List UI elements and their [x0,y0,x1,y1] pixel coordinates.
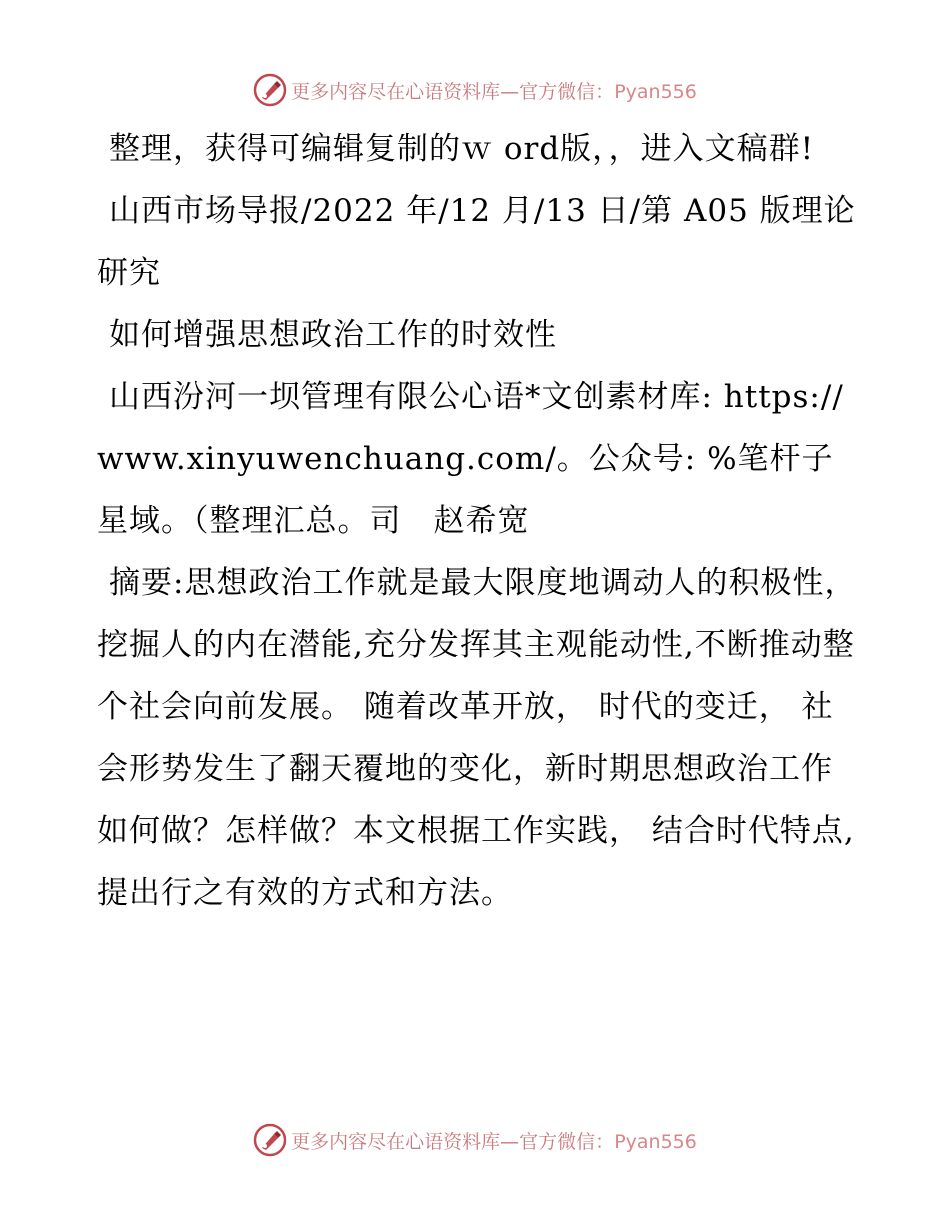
banner-wechat-id: Pyan556 [614,1130,697,1153]
pen-nib-logo-icon [253,1123,287,1157]
banner-separator: — [500,80,520,103]
paragraph-intro: 整理，获得可编辑复制的ｗ ord版，，进入文稿群! [109,131,815,167]
banner-main-text: 更多内容尽在心语资料库 [291,80,501,103]
pen-nib-logo-icon [253,73,287,107]
banner-main-text: 更多内容尽在心语资料库 [291,1130,501,1153]
banner-wechat-id: Pyan556 [614,80,697,103]
paragraph-title: 如何增强思想政治工作的时效性 [109,317,557,353]
banner-wechat-label: 官方微信： [519,1130,615,1153]
document-body [97,118,857,924]
banner-wechat-label: 官方微信： [519,80,615,103]
paragraph-source: 山西市场导报/2022 年/12 月/13 日/第 A05 版理论研究 [97,193,856,291]
footer-watermark-banner [0,1120,950,1160]
banner-text [291,77,697,104]
paragraph-author: 山西汾河一坝管理有限公心语*文创素材库: https://www.xinyuwenchuang.com/。公众号: %笔杆子星域。（整理汇总。司 赵希宽 [97,379,844,539]
banner-text [291,1127,697,1154]
header-watermark-banner [0,70,950,110]
banner-separator: — [500,1130,520,1153]
paragraph-abstract: 摘要:思想政治工作就是最大限度地调动人的积极性，挖掘人的内在潜能,充分发挥其主观能动性,不断推动整个社会向前发展。 随着改革开放， 时代的变迁， 社会形势发生了翻天覆地的变化，新时期思想政治工作如何做？怎样做？本文根据工作实践， 结合时代特点,提出行之有效的方式和方法。 [97,565,857,911]
